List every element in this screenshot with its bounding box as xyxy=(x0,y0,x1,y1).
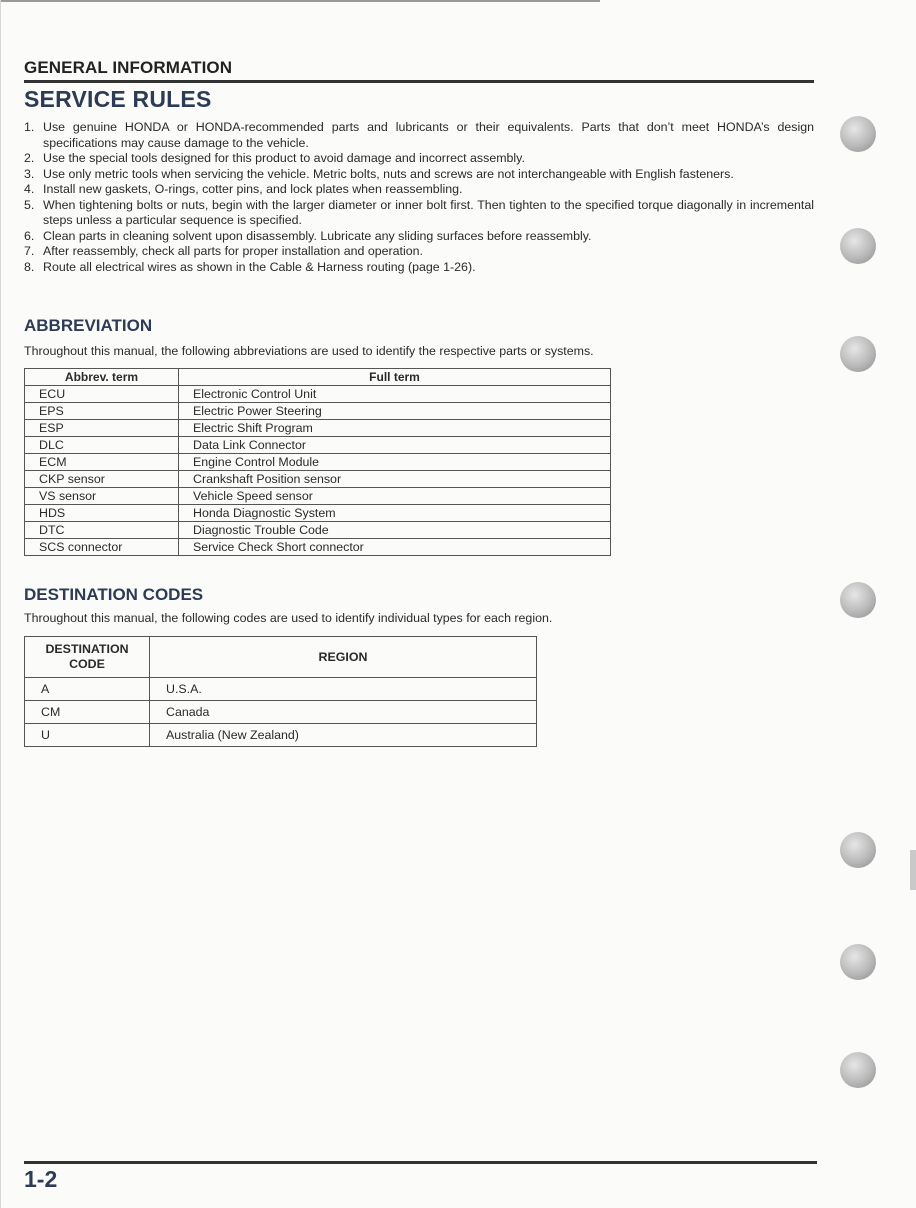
full-term-cell: Electric Power Steering xyxy=(179,403,611,420)
list-item-text: Route all electrical wires as shown in the Cable & Harness routing (page 1-26). xyxy=(43,259,476,274)
table-row xyxy=(25,724,537,747)
full-term-cell: Honda Diagnostic System xyxy=(179,505,611,522)
list-item-number: 8. xyxy=(24,259,35,274)
list-item-number: 1. xyxy=(24,120,35,134)
abbrev-cell: VS sensor xyxy=(25,488,179,505)
column-header-abbrev: Abbrev. term xyxy=(25,369,179,386)
list-item-number: 4. xyxy=(24,182,35,196)
abbrev-cell: SCS connector xyxy=(25,539,179,556)
binder-hole xyxy=(840,832,876,868)
table-row xyxy=(25,420,611,437)
abbreviation-table xyxy=(24,368,611,556)
region-cell: Australia (New Zealand) xyxy=(150,724,537,747)
binder-hole xyxy=(840,228,876,264)
list-item xyxy=(24,244,814,260)
table-row xyxy=(25,505,611,522)
abbrev-cell: CKP sensor xyxy=(25,471,179,488)
list-item xyxy=(24,198,814,229)
full-term-cell: Engine Control Module xyxy=(179,454,611,471)
list-item-number: 5. xyxy=(24,197,35,212)
code-cell: A xyxy=(25,678,150,701)
left-edge-line xyxy=(0,0,1,1208)
full-term-cell: Electronic Control Unit xyxy=(179,386,611,403)
column-header-full-term: Full term xyxy=(179,369,611,386)
code-cell: U xyxy=(25,724,150,747)
full-term-cell: Service Check Short connector xyxy=(179,539,611,556)
list-item-text: Use the special tools designed for this product to avoid damage and incorrect assembly. xyxy=(43,151,525,165)
list-item xyxy=(24,182,814,198)
list-item-text: Use genuine HONDA or HONDA-recommended parts and lubricants or their equivalents. Parts that don’t meet HONDA’s design specifications may cause damage to the vehicle. xyxy=(43,120,814,150)
table-row xyxy=(25,678,537,701)
list-item xyxy=(24,260,814,276)
abbreviation-intro: Throughout this manual, the following abbreviations are used to identify the respective parts or systems. xyxy=(24,344,594,358)
list-item-text: When tightening bolts or nuts, begin with the larger diameter or inner bolt first. Then tighten to the specified torque diagonally in incremental steps unless a particular sequence is specified. xyxy=(43,197,814,227)
full-term-cell: Diagnostic Trouble Code xyxy=(179,522,611,539)
list-item xyxy=(24,229,814,245)
table-row xyxy=(25,454,611,471)
table-row xyxy=(25,522,611,539)
binder-hole xyxy=(840,582,876,618)
page-edge-tab xyxy=(910,850,916,890)
top-edge-line xyxy=(0,0,600,2)
list-item-number: 3. xyxy=(24,166,35,181)
full-term-cell: Electric Shift Program xyxy=(179,420,611,437)
region-cell: U.S.A. xyxy=(150,678,537,701)
abbrev-cell: ESP xyxy=(25,420,179,437)
destination-heading: DESTINATION CODES xyxy=(24,585,204,604)
binder-hole xyxy=(840,1052,876,1088)
header-rule xyxy=(24,80,814,83)
binder-hole xyxy=(840,336,876,372)
column-header-region: REGION xyxy=(150,637,537,678)
list-item-text: Clean parts in cleaning solvent upon disassembly. Lubricate any sliding surfaces before reassembly. xyxy=(43,228,592,243)
column-header-label: DESTINATION CODE xyxy=(45,642,129,671)
code-cell: CM xyxy=(25,701,150,724)
abbreviation-heading: ABBREVIATION xyxy=(24,316,153,335)
list-item-text: Install new gaskets, O-rings, cotter pins, and lock plates when reassembling. xyxy=(43,182,463,196)
list-item-number: 2. xyxy=(24,151,35,165)
page-number: 1-2 xyxy=(24,1166,58,1192)
list-item xyxy=(24,120,814,151)
list-item-text: Use only metric tools when servicing the vehicle. Metric bolts, nuts and screws are not interchangeable with English fasteners. xyxy=(43,166,734,181)
table-row xyxy=(25,437,611,454)
section-label: GENERAL INFORMATION xyxy=(24,58,233,77)
binder-hole xyxy=(840,944,876,980)
list-item-number: 7. xyxy=(24,244,35,258)
column-header-destination-code xyxy=(25,637,150,678)
binder-hole xyxy=(840,116,876,152)
list-item-text: After reassembly, check all parts for proper installation and operation. xyxy=(43,244,423,258)
table-row xyxy=(25,386,611,403)
destination-intro: Throughout this manual, the following codes are used to identify individual types for each region. xyxy=(24,611,553,625)
abbrev-cell: EPS xyxy=(25,403,179,420)
abbrev-cell: ECM xyxy=(25,454,179,471)
table-row xyxy=(25,403,611,420)
list-item xyxy=(24,151,814,167)
full-term-cell: Vehicle Speed sensor xyxy=(179,488,611,505)
table-row xyxy=(25,471,611,488)
list-item xyxy=(24,167,814,183)
table-row xyxy=(25,701,537,724)
full-term-cell: Crankshaft Position sensor xyxy=(179,471,611,488)
region-cell: Canada xyxy=(150,701,537,724)
page-title: SERVICE RULES xyxy=(24,86,212,112)
table-header-row xyxy=(25,637,537,678)
service-rules-list xyxy=(24,120,814,275)
abbrev-cell: DTC xyxy=(25,522,179,539)
abbrev-cell: ECU xyxy=(25,386,179,403)
abbrev-cell: HDS xyxy=(25,505,179,522)
table-header-row xyxy=(25,369,611,386)
list-item-number: 6. xyxy=(24,228,35,243)
table-row xyxy=(25,488,611,505)
footer-rule xyxy=(24,1161,817,1164)
table-row xyxy=(25,539,611,556)
destination-table xyxy=(24,636,537,747)
abbrev-cell: DLC xyxy=(25,437,179,454)
full-term-cell: Data Link Connector xyxy=(179,437,611,454)
